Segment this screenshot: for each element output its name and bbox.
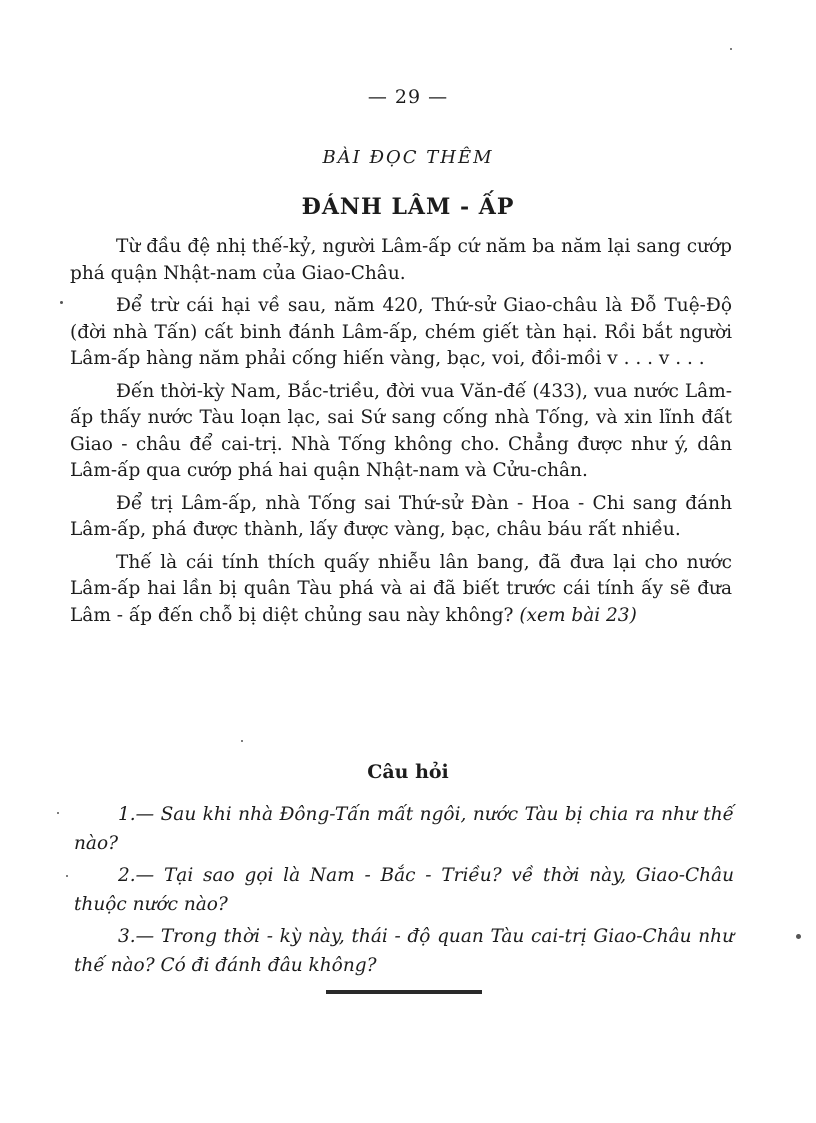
article-title: ĐÁNH LÂM - ẤP (301, 194, 515, 220)
question-item (74, 861, 734, 919)
question-item (74, 800, 734, 858)
scan-speck (66, 875, 68, 877)
scan-speck (57, 812, 59, 814)
question-text: Trong thời - kỳ này, thái - độ quan Tàu cai-trị Giao-Châu như thế nào? Có đi đánh đâu không? (74, 926, 734, 976)
paragraph-text: Thế là cái tính thích quấy nhiễu lân bang, đã đưa lại cho nước Lâm-ấp hai lần bị quân Tàu phá và ai đã biết trước cái tính ấy sẽ đưa Lâm - ấp đến chỗ bị diệt chủng sau này không? (70, 551, 732, 626)
scan-speck (730, 48, 732, 50)
questions-heading: Câu hỏi (367, 761, 449, 783)
question-number: 3.— (118, 926, 155, 947)
paragraph: Từ đầu đệ nhị thế-kỷ, người Lâm-ấp cứ năm ba năm lại sang cướp phá quận Nhật-nam của Giao-Châu. (70, 236, 732, 284)
paragraph: Để trừ cái hại về sau, năm 420, Thứ-sử Giao-châu là Đỗ Tuệ-Độ (đời nhà Tấn) cất binh đánh Lâm-ấp, chém giết tàn hại. Rồi bắt người Lâm-ấp hàng năm phải cống hiến vàng, bạc, voi, đồi-mồi v . . . v . . . (70, 295, 732, 369)
section-label: BÀI ĐỌC THÊM (322, 147, 494, 168)
article-body (70, 234, 732, 629)
question-text: Sau khi nhà Đông-Tấn mất ngôi, nước Tàu bị chia ra như thế nào? (74, 804, 734, 854)
questions-list (74, 800, 734, 983)
page-number: — 29 — (367, 86, 449, 108)
question-number: 1.— (118, 804, 155, 825)
scan-speck (241, 740, 243, 742)
end-divider (326, 990, 482, 994)
paragraph: Để trị Lâm-ấp, nhà Tống sai Thứ-sử Đàn - Hoa - Chi sang đánh Lâm-ấp, phá được thành, lấy được vàng, bạc, châu báu rất nhiều. (70, 492, 732, 540)
scan-speck (60, 301, 63, 304)
question-text: Tại sao gọi là Nam - Bắc - Triều? về thời này, Giao-Châu thuộc nước nào? (74, 865, 734, 915)
paragraph (70, 550, 732, 630)
cross-reference: (xem bài 23) (519, 604, 637, 626)
question-item (74, 922, 734, 980)
question-number: 2.— (118, 865, 155, 886)
scan-speck (796, 934, 801, 939)
paragraph: Đến thời-kỳ Nam, Bắc-triều, đời vua Văn-đế (433), vua nước Lâm-ấp thấy nước Tàu loạn lạc, sai Sứ sang cống nhà Tống, và xin lĩnh đất Giao - châu để cai-trị. Nhà Tống không cho. Chẳng được như ý, dân Lâm-ấp qua cướp phá hai quận Nhật-nam và Cửu-chân. (70, 380, 732, 481)
